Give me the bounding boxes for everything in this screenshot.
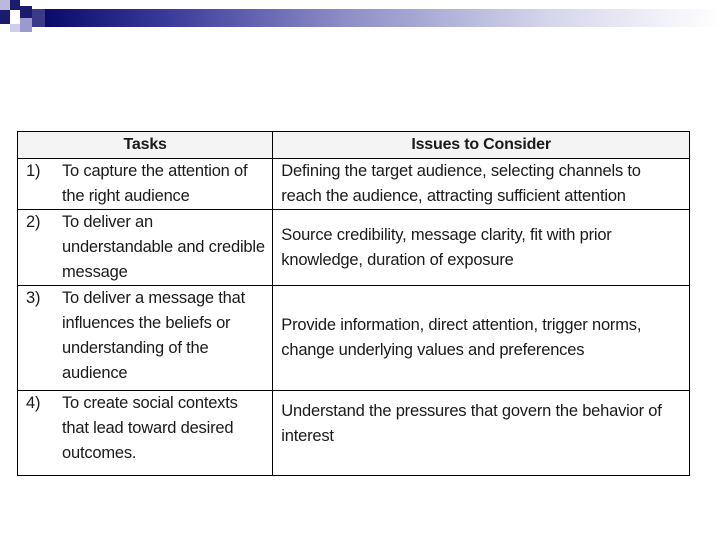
deco-square — [0, 10, 10, 24]
issue-line: change underlying values and preferences — [281, 341, 585, 359]
issue-cell — [273, 210, 690, 286]
row-number: 3) — [26, 289, 41, 307]
row-number: 2) — [26, 213, 41, 231]
task-line: To create social contexts — [62, 394, 238, 412]
deco-square — [20, 18, 32, 32]
issue-line: Understand the pressures that govern the behavior of — [281, 402, 662, 420]
task-text — [62, 391, 268, 466]
issue-line: Provide information, direct attention, trigger norms, — [281, 316, 642, 334]
table-row — [18, 286, 690, 391]
task-line: audience — [62, 364, 128, 382]
deco-square — [0, 0, 10, 10]
header-issues: Issues to Consider — [273, 132, 690, 159]
issue-line: Source credibility, message clarity, fit with prior — [281, 225, 612, 244]
issue-line: interest — [281, 427, 334, 445]
task-text — [62, 286, 268, 386]
deco-square — [20, 6, 32, 18]
deco-square — [32, 9, 45, 27]
task-cell — [18, 391, 273, 476]
task-line: To capture the attention of — [62, 162, 248, 180]
issue-cell — [273, 391, 690, 476]
gradient-bar — [45, 9, 720, 27]
table-header-row — [18, 132, 690, 159]
task-cell — [18, 210, 273, 286]
issue-cell — [273, 159, 690, 210]
task-line: understanding of the — [62, 339, 209, 357]
deco-square — [10, 24, 20, 32]
task-line: To deliver a message that — [62, 289, 246, 307]
task-cell — [18, 286, 273, 391]
table-row — [18, 391, 690, 476]
task-line: outcomes. — [62, 444, 137, 462]
task-line: message — [62, 263, 128, 281]
task-text — [62, 210, 268, 285]
task-line: influences the beliefs or — [62, 314, 231, 332]
task-line: To deliver an — [62, 213, 153, 231]
deco-square — [10, 0, 20, 10]
issue-line: Defining the target audience, selecting channels to — [281, 162, 641, 180]
issue-cell — [273, 286, 690, 391]
table-row — [18, 210, 690, 286]
header-tasks: Tasks — [18, 132, 273, 159]
task-line: the right audience — [62, 187, 190, 205]
row-number: 1) — [26, 162, 41, 180]
tasks-issues-table — [17, 131, 690, 476]
table-row — [18, 159, 690, 210]
deco-square — [10, 10, 20, 24]
issue-line: knowledge, duration of exposure — [281, 250, 514, 269]
header-decoration — [0, 0, 720, 40]
task-line: understandable and credible — [62, 238, 265, 256]
issue-line: reach the audience, attracting sufficient attention — [281, 187, 626, 205]
task-line: that lead toward desired — [62, 419, 234, 437]
task-text — [62, 159, 268, 209]
task-cell — [18, 159, 273, 210]
row-number: 4) — [26, 394, 41, 412]
